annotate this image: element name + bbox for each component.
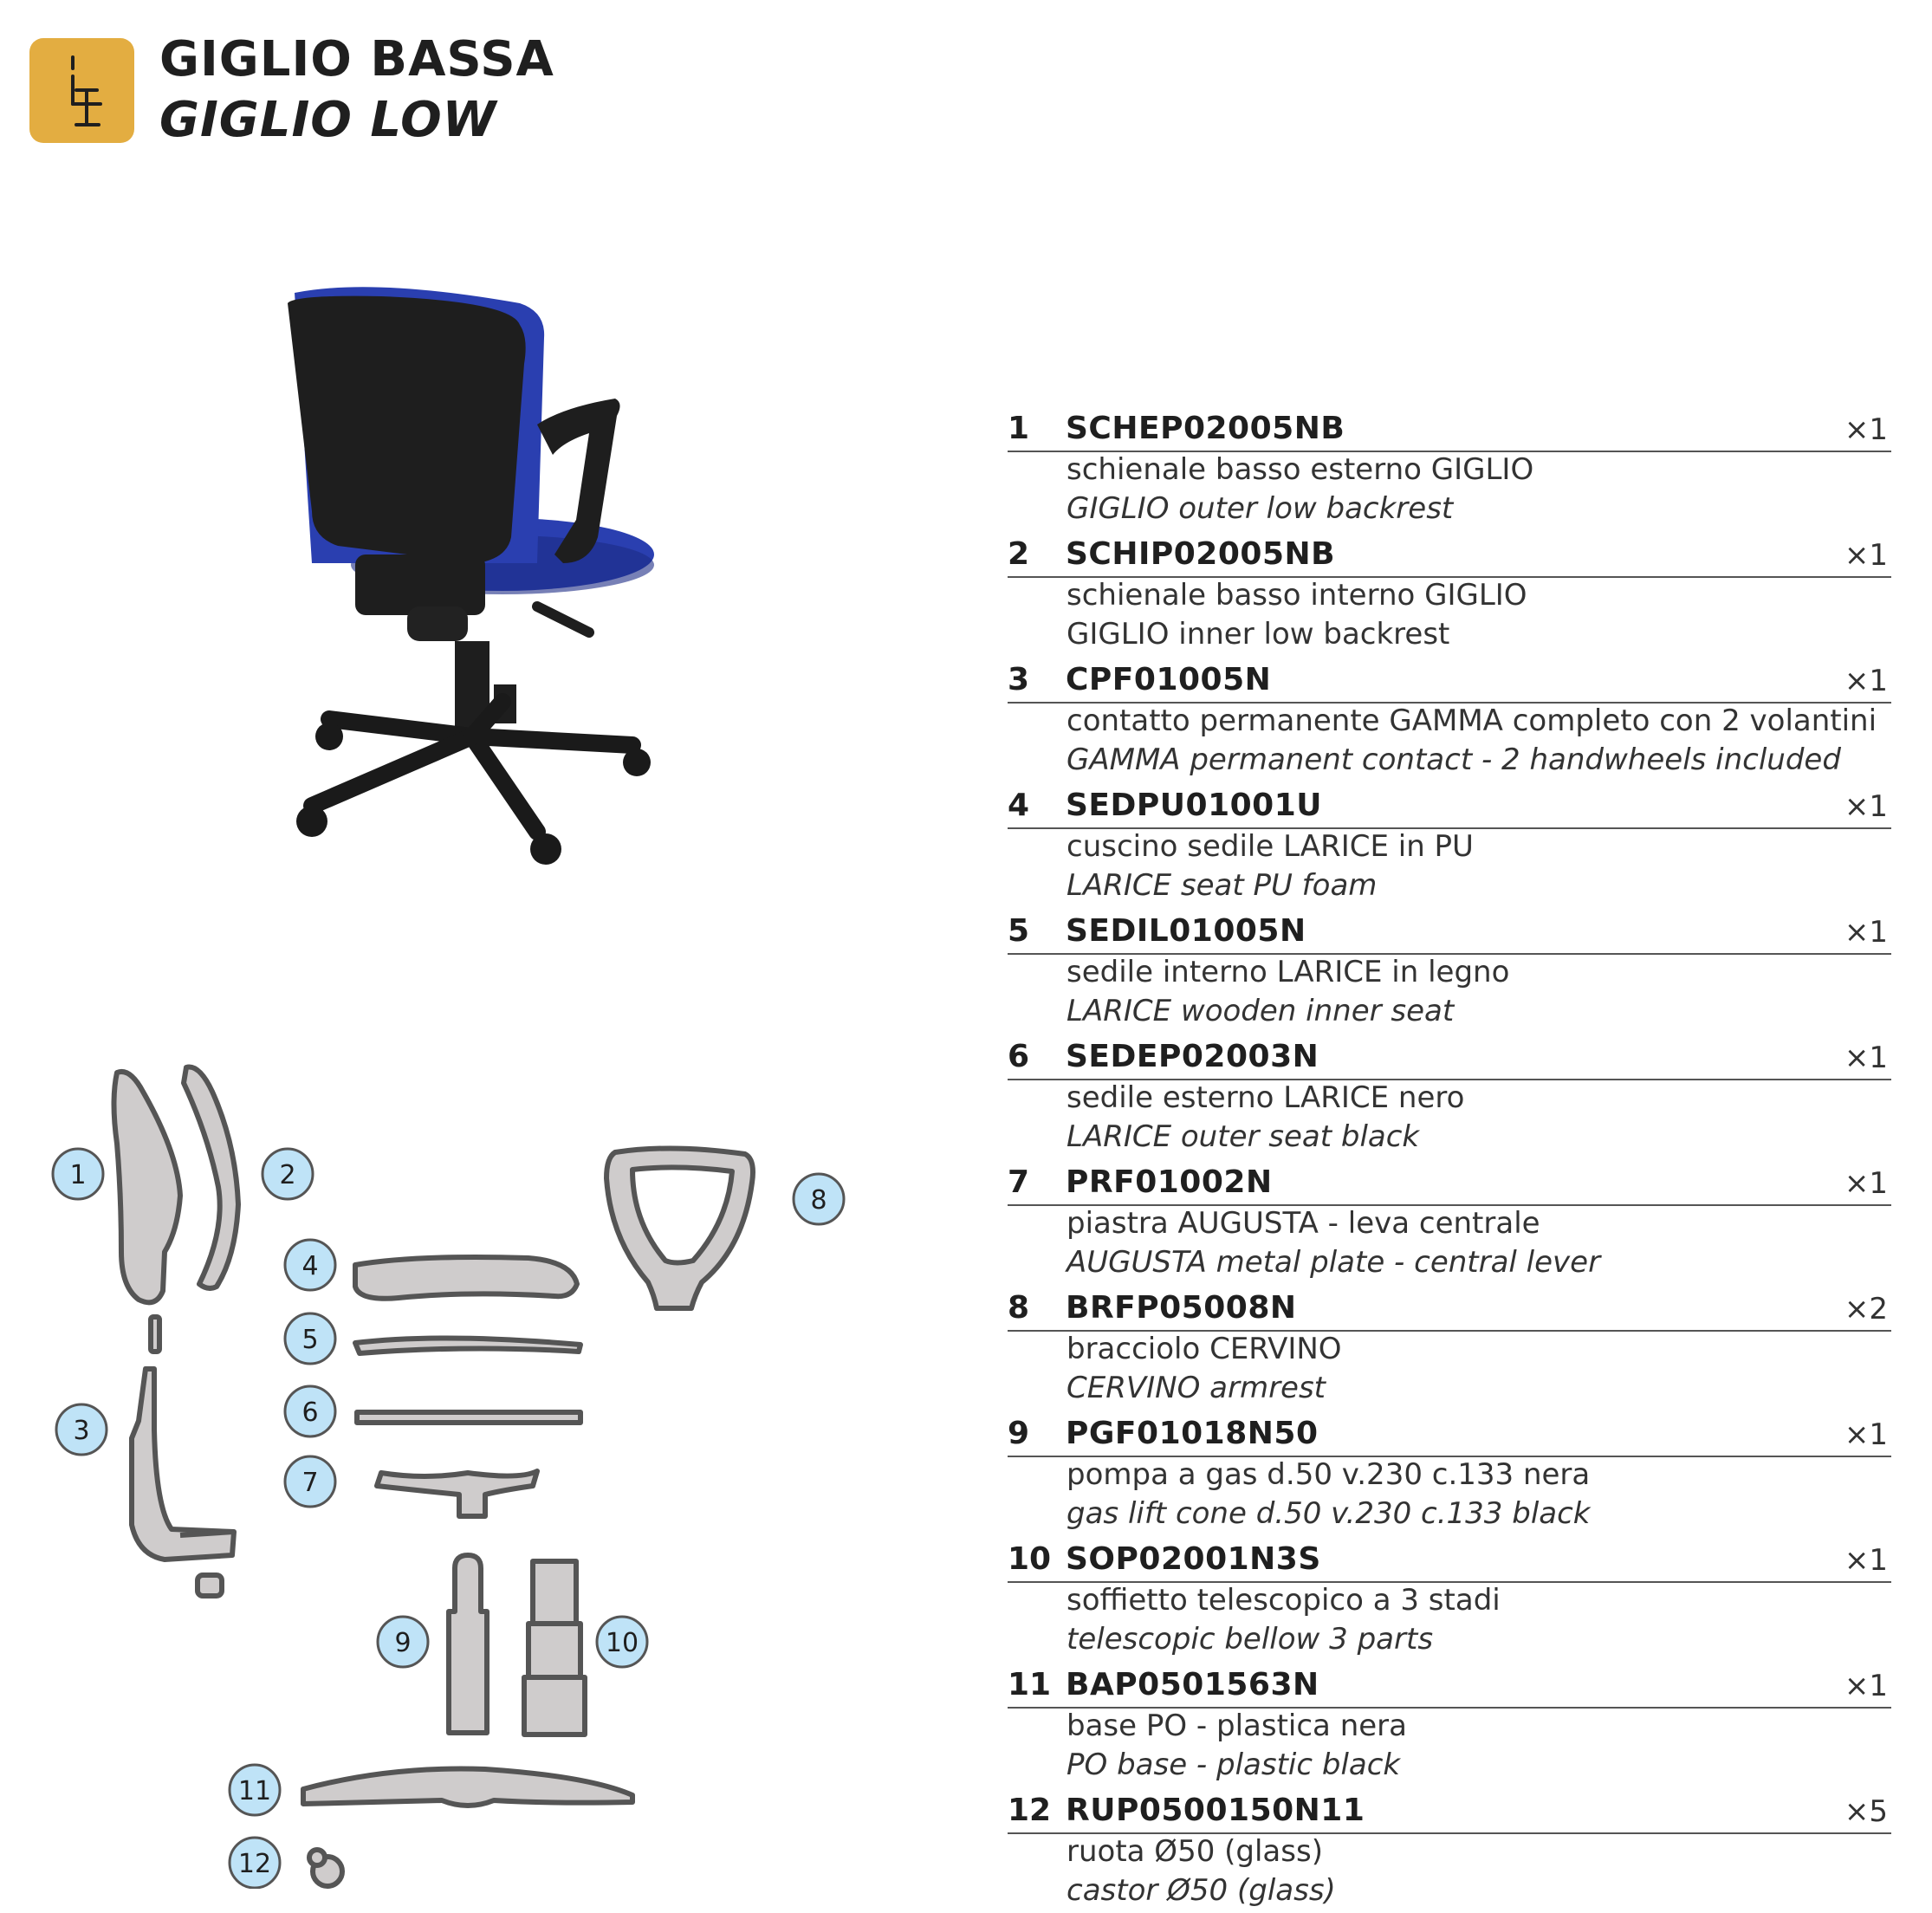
svg-text:7: 7	[301, 1468, 319, 1498]
part-row-6	[1008, 1034, 1891, 1159]
callout-4	[285, 1240, 335, 1290]
part-row-9	[1008, 1410, 1891, 1536]
mechanism	[355, 554, 485, 615]
callout-10	[597, 1617, 647, 1667]
parts-list	[1008, 405, 1891, 1913]
part-description-english: castor Ø50 (glass)	[1066, 1873, 1336, 1908]
part-number: 1	[1008, 411, 1030, 446]
part-quantity: ×1	[1844, 538, 1888, 573]
part-header	[1008, 657, 1891, 704]
part-3-knob	[198, 1575, 222, 1596]
part-description-italian: sedile interno LARICE in legno	[1066, 955, 1510, 989]
part-row-5	[1008, 908, 1891, 1034]
part-code: SOP02001N3S	[1066, 1541, 1321, 1577]
part-quantity: ×1	[1844, 412, 1888, 447]
part-description-italian: pompa a gas d.50 v.230 c.133 nera	[1066, 1457, 1591, 1492]
part-description-english: GIGLIO outer low backrest	[1066, 491, 1454, 526]
part-header	[1008, 1662, 1891, 1709]
part-number: 5	[1008, 913, 1030, 949]
part-number: 7	[1008, 1164, 1030, 1200]
part-11-base	[303, 1768, 632, 1806]
part-description-italian: ruota Ø50 (glass)	[1066, 1834, 1323, 1869]
part-header	[1008, 908, 1891, 955]
part-4-seat-cushion	[355, 1257, 577, 1299]
product-title-english: GIGLIO LOW	[159, 92, 497, 148]
svg-text:9: 9	[394, 1628, 412, 1658]
part-10-bellow-top	[533, 1561, 576, 1624]
part-number: 4	[1008, 788, 1030, 823]
svg-text:10: 10	[605, 1628, 639, 1658]
callout-5	[285, 1313, 335, 1364]
part-code: RUP0500150N11	[1066, 1793, 1365, 1828]
part-description-italian: sedile esterno LARICE nero	[1066, 1080, 1465, 1115]
product-title-italian: GIGLIO BASSA	[159, 31, 554, 88]
callout-7	[285, 1456, 335, 1507]
part-description-italian: cuscino sedile LARICE in PU	[1066, 829, 1474, 864]
part-number: 3	[1008, 662, 1030, 697]
callout-12	[230, 1838, 280, 1888]
part-description-italian: schienale basso esterno GIGLIO	[1066, 452, 1534, 487]
svg-text:5: 5	[301, 1325, 319, 1355]
part-row-1	[1008, 405, 1891, 531]
part-number: 6	[1008, 1039, 1030, 1074]
callout-6	[285, 1386, 335, 1436]
part-description-english: CERVINO armrest	[1066, 1371, 1326, 1405]
callout-11	[230, 1765, 280, 1815]
callout-9	[378, 1617, 428, 1667]
callout-8	[794, 1174, 844, 1224]
part-header	[1008, 1285, 1891, 1332]
part-code: SEDIL01005N	[1066, 913, 1306, 949]
office-chair-icon	[29, 38, 134, 143]
part-2-inner-backrest	[184, 1067, 238, 1288]
exploded-parts-diagram	[35, 1057, 884, 1889]
part-number: 8	[1008, 1290, 1030, 1326]
part-row-8	[1008, 1285, 1891, 1410]
part-quantity: ×2	[1844, 1292, 1888, 1326]
part-header	[1008, 1410, 1891, 1457]
part-row-12	[1008, 1787, 1891, 1913]
svg-text:11: 11	[237, 1776, 272, 1806]
part-row-2	[1008, 531, 1891, 657]
part-description-english: AUGUSTA metal plate - central lever	[1066, 1245, 1601, 1280]
part-quantity: ×1	[1844, 1417, 1888, 1452]
svg-text:8: 8	[810, 1185, 827, 1216]
part-description-english: GAMMA permanent contact - 2 handwheels included	[1066, 743, 1841, 777]
svg-text:1: 1	[69, 1160, 87, 1190]
part-description-italian: piastra AUGUSTA - leva centrale	[1066, 1206, 1540, 1241]
part-code: SCHIP02005NB	[1066, 536, 1336, 572]
part-header	[1008, 1787, 1891, 1834]
svg-text:2: 2	[279, 1160, 296, 1190]
part-description-english: GIGLIO inner low backrest	[1066, 617, 1450, 652]
backrest-shell	[288, 296, 526, 563]
part-code: BRFP05008N	[1066, 1290, 1297, 1326]
callout-3	[56, 1404, 107, 1455]
svg-text:12: 12	[237, 1849, 272, 1879]
part-code: SCHEP02005NB	[1066, 411, 1345, 446]
chair-photo	[277, 277, 676, 866]
part-code: CPF01005N	[1066, 662, 1272, 697]
part-number: 12	[1008, 1793, 1052, 1828]
part-row-3	[1008, 657, 1891, 782]
part-10-bellow-bottom	[524, 1677, 585, 1735]
part-header	[1008, 782, 1891, 829]
part-header	[1008, 531, 1891, 578]
part-description-english: telescopic bellow 3 parts	[1066, 1622, 1434, 1657]
part-number: 9	[1008, 1416, 1030, 1451]
part-8-armrest	[606, 1148, 753, 1308]
part-header	[1008, 405, 1891, 452]
callout-1	[53, 1149, 103, 1199]
part-number: 11	[1008, 1667, 1052, 1702]
mechanism-knob	[407, 606, 468, 641]
part-quantity: ×1	[1844, 664, 1888, 698]
part-5-inner-seat	[355, 1338, 580, 1353]
brand-logo-badge	[29, 38, 134, 143]
part-description-english: gas lift cone d.50 v.230 c.133 black	[1066, 1496, 1591, 1531]
part-description-italian: soffietto telescopico a 3 stadi	[1066, 1583, 1501, 1618]
part-1-outer-backrest	[114, 1072, 181, 1302]
part-description-italian: base PO - plastica nera	[1066, 1709, 1407, 1743]
part-6-outer-seat	[357, 1412, 580, 1423]
part-description-italian: bracciolo CERVINO	[1066, 1332, 1342, 1366]
part-number: 2	[1008, 536, 1030, 572]
part-10-bellow-mid	[528, 1624, 580, 1677]
part-description-italian: schienale basso interno GIGLIO	[1066, 578, 1527, 613]
part-row-4	[1008, 782, 1891, 908]
part-description-english: PO base - plastic black	[1066, 1748, 1401, 1782]
part-code: SEDPU01001U	[1066, 788, 1322, 823]
part-quantity: ×1	[1844, 1166, 1888, 1201]
part-description-english: LARICE seat PU foam	[1066, 868, 1378, 903]
part-quantity: ×1	[1844, 789, 1888, 824]
svg-text:6: 6	[301, 1397, 319, 1428]
part-quantity: ×1	[1844, 1669, 1888, 1703]
part-header	[1008, 1034, 1891, 1080]
part-quantity: ×1	[1844, 1543, 1888, 1578]
part-quantity: ×1	[1844, 915, 1888, 950]
part-quantity: ×1	[1844, 1041, 1888, 1075]
part-quantity: ×5	[1844, 1794, 1888, 1829]
part-code: SEDEP02003N	[1066, 1039, 1319, 1074]
part-description-italian: contatto permanente GAMMA completo con 2 volantini	[1066, 704, 1877, 738]
part-number: 10	[1008, 1541, 1052, 1577]
part-9-gas-lift	[449, 1555, 487, 1733]
part-description-english: LARICE wooden inner seat	[1066, 994, 1455, 1028]
part-row-7	[1008, 1159, 1891, 1285]
part-7-metal-plate	[377, 1471, 537, 1516]
part-header	[1008, 1536, 1891, 1583]
part-code: BAP0501563N	[1066, 1667, 1319, 1702]
part-description-english: LARICE outer seat black	[1066, 1119, 1420, 1154]
svg-text:4: 4	[301, 1251, 319, 1281]
part-header	[1008, 1159, 1891, 1206]
part-code: PRF01002N	[1066, 1164, 1273, 1200]
part-row-10	[1008, 1536, 1891, 1662]
callout-2	[263, 1149, 313, 1199]
part-row-11	[1008, 1662, 1891, 1787]
part-code: PGF01018N50	[1066, 1416, 1319, 1451]
svg-text:3: 3	[73, 1416, 90, 1446]
